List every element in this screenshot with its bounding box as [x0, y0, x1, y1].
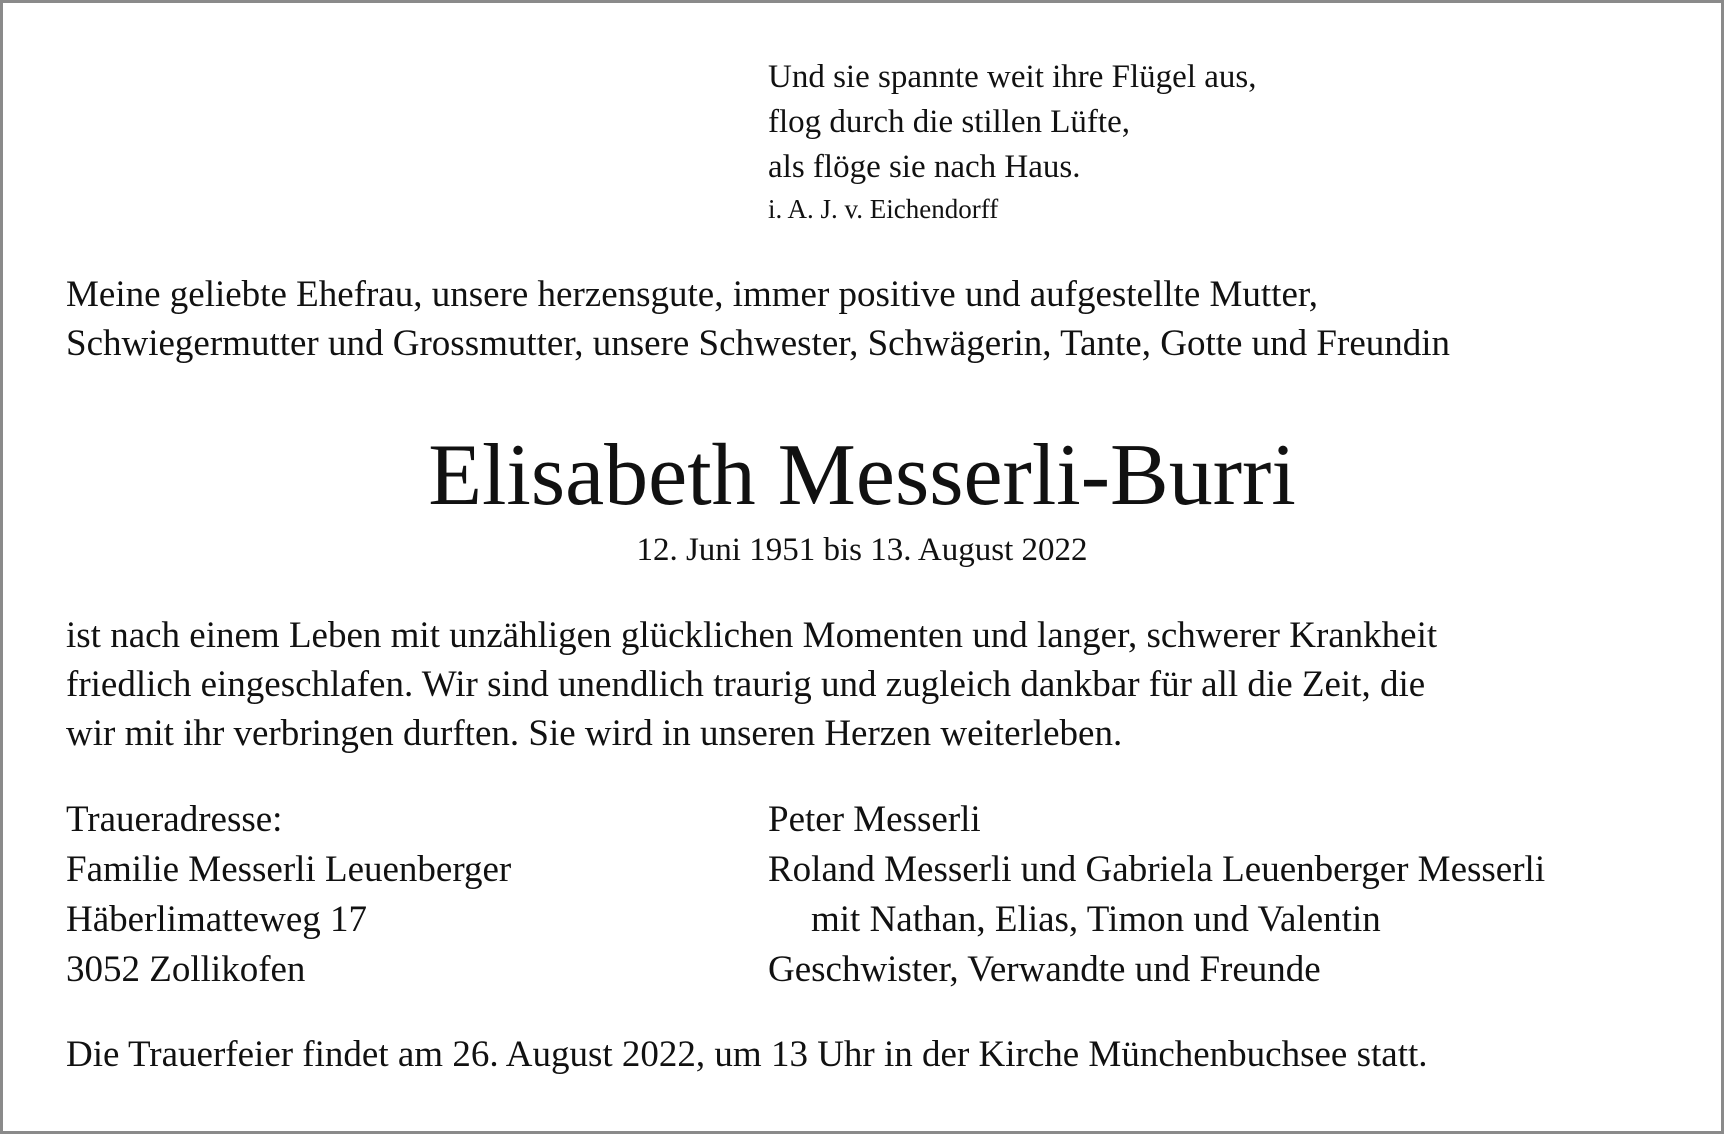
life-dates: 12. Juni 1951 bis 13. August 2022: [636, 532, 1088, 568]
message-line: wir mit ihr verbringen durften. Sie wird in unseren Herzen weiterleben.: [66, 713, 1123, 754]
mourning-address: [66, 795, 511, 995]
intro-line: Meine geliebte Ehefrau, unsere herzensgute, immer positive und aufgestellte Mutter,: [66, 274, 1318, 315]
mourner-line: mit Nathan, Elias, Timon und Valentin: [811, 899, 1381, 940]
funeral-service-info: Die Trauerfeier findet am 26. August 2022, um 13 Uhr in der Kirche Münchenbuchsee statt.: [66, 1034, 1428, 1075]
intro-line: Schwiegermutter und Grossmutter, unsere Schwester, Schwägerin, Tante, Gotte und Freundin: [66, 323, 1451, 364]
address-line: 3052 Zollikofen: [66, 949, 306, 990]
mourners-list: [768, 795, 1545, 995]
poem-line: flog durch die stillen Lüfte,: [768, 104, 1130, 140]
intro-text: [66, 270, 1450, 368]
message-text: [66, 611, 1437, 758]
address-line: Häberlimatteweg 17: [66, 899, 368, 940]
poem-attribution: i. A. J. v. Eichendorff: [768, 194, 999, 224]
mourner-line: Roland Messerli und Gabriela Leuenberger Messerli: [768, 849, 1546, 890]
address-line: Familie Messerli Leuenberger: [66, 849, 512, 890]
deceased-name: Elisabeth Messerli-Burri: [428, 427, 1296, 524]
message-line: friedlich eingeschlafen. Wir sind unendlich traurig und zugleich dankbar für all die Zeit, die: [66, 664, 1426, 705]
poem-line: Und sie spannte weit ihre Flügel aus,: [768, 59, 1257, 95]
mourner-line: Geschwister, Verwandte und Freunde: [768, 949, 1321, 990]
message-line: ist nach einem Leben mit unzähligen glücklichen Momenten und langer, schwerer Krankheit: [66, 615, 1438, 656]
poem-line: als flöge sie nach Haus.: [768, 149, 1081, 185]
poem-quote: [768, 55, 1257, 228]
mourner-line: Peter Messerli: [768, 799, 981, 840]
address-label: Traueradresse:: [66, 799, 283, 840]
